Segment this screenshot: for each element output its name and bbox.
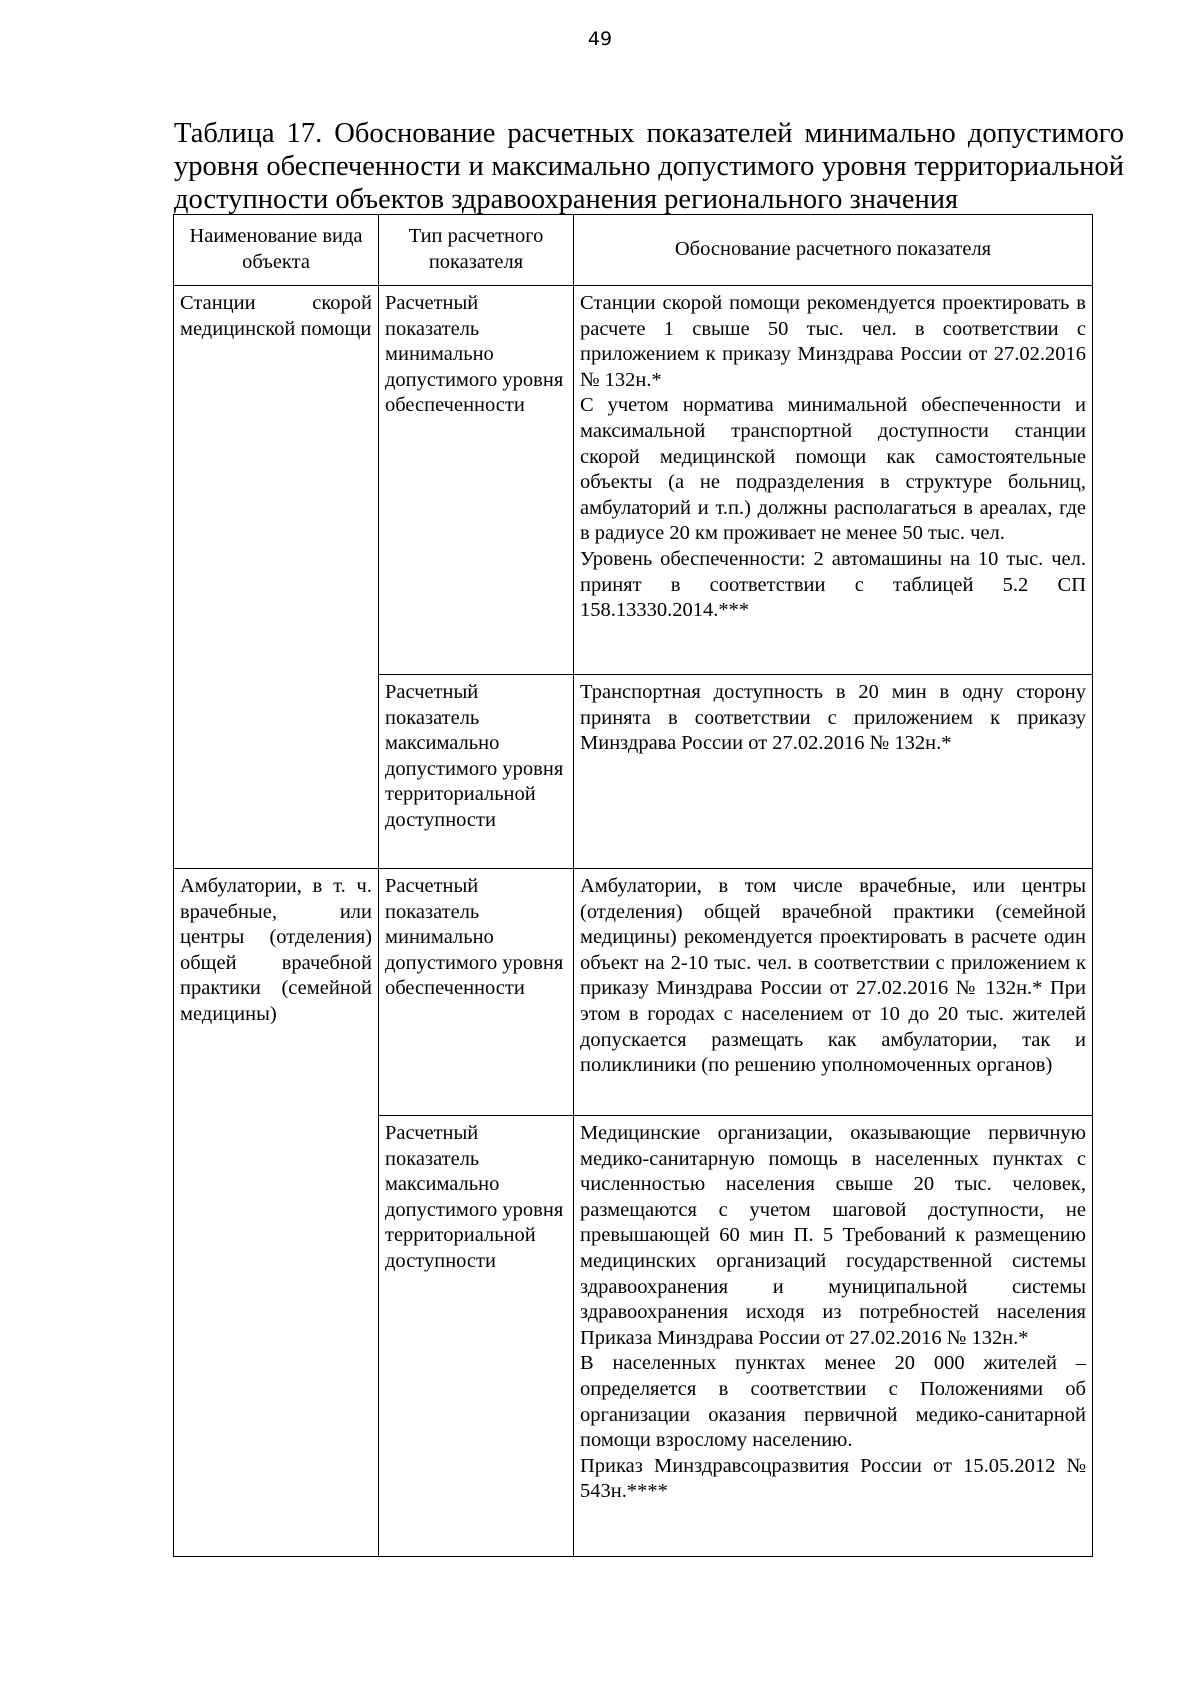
table-row [174, 286, 1093, 675]
justification-paragraph: Приказ Минздравсоцразвития России от 15.05.2012 № 543н.**** [580, 1454, 1086, 1503]
table-row [174, 869, 1093, 1116]
standards-table [173, 214, 1093, 1557]
justification-cell [574, 286, 1093, 675]
justification-cell [574, 1116, 1093, 1557]
object-name-cell: Амбулатории, в т. ч. врачебные, или центры (отделения) общей врачебной практики (семейной медицины) [174, 869, 379, 1557]
table-header-row [174, 215, 1093, 286]
header-type: Тип расчетного показателя [379, 215, 574, 286]
indicator-type-cell: Расчетный показатель максимально допустимого уровня территориальной доступности [379, 1116, 574, 1557]
justification-paragraph: Транспортная доступность в 20 мин в одну сторону принята в соответствии с приложением к приказу Минздрава России от 27.02.2016 № 132н.* [580, 681, 1086, 755]
justification-paragraph: В населенных пунктах менее 20 000 жителей – определяется в соответствии с Положениями об организации оказания первичной медико-санитарной помощи взрослому населению. [580, 1352, 1086, 1452]
indicator-type-cell: Расчетный показатель минимально допустимого уровня обеспеченности [379, 869, 574, 1116]
header-object: Наименование вида объекта [174, 215, 379, 286]
header-reason: Обоснование расчетного показателя [574, 215, 1093, 286]
page-number: 49 [587, 28, 613, 50]
justification-paragraph: Уровень обеспеченности: 2 автомашины на 10 тыс. чел. принят в соответствии с таблицей 5.2 СП 158.13330.2014.*** [580, 547, 1086, 622]
justification-paragraph: С учетом норматива минимальной обеспеченности и максимальной транспортной доступности станции скорой медицинской помощи как самостоятельные объекты (а не подразделения в структуре больниц, амбулаторий и т.п.) должны располагаться в ареалах, где в радиусе 20 км проживает не менее 50 тыс. чел. [580, 394, 1086, 545]
table-caption: Таблица 17. Обоснование расчетных показателей минимально допустимого уровня обеспеченности и максимально допустимого уровня территориальной доступности объектов здравоохранения регионального значения [174, 118, 1124, 215]
justification-paragraph: Медицинские организации, оказывающие первичную медико-санитарную помощь в населенных пунктах с численностью населения свыше 20 тыс. человек, размещаются с учетом шаговой доступности, не превышающей 60 мин П. 5 Требований к размещению медицинских организаций государственной системы здравоохранения и муниципальной системы здравоохранения исходя из потребностей населения Приказа Минздрава России от 27.02.2016 № 132н.* [580, 1122, 1086, 1349]
justification-cell [574, 869, 1093, 1116]
indicator-type-cell: Расчетный показатель минимально допустимого уровня обеспеченности [379, 286, 574, 675]
object-name-cell: Станции скорой медицинской помощи [174, 286, 379, 869]
indicator-type-cell: Расчетный показатель максимально допустимого уровня территориальной доступности [379, 675, 574, 869]
justification-cell [574, 675, 1093, 869]
justification-paragraph: Амбулатории, в том числе врачебные, или центры (отделения) общей врачебной практики (семейной медицины) рекомендуется проектировать в расчете один объект на 2-10 тыс. чел. в соответствии с приложением к приказу Минздрава России от 27.02.2016 № 132н.* При этом в городах с населением от 10 до 20 тыс. жителей допускается размещать как амбулатории, так и поликлиники (по решению уполномоченных органов) [580, 875, 1086, 1077]
justification-paragraph: Станции скорой помощи рекомендуется проектировать в расчете 1 свыше 50 тыс. чел. в соответствии с приложением к приказу Минздрава России от 27.02.2016 № 132н.* [580, 292, 1086, 391]
